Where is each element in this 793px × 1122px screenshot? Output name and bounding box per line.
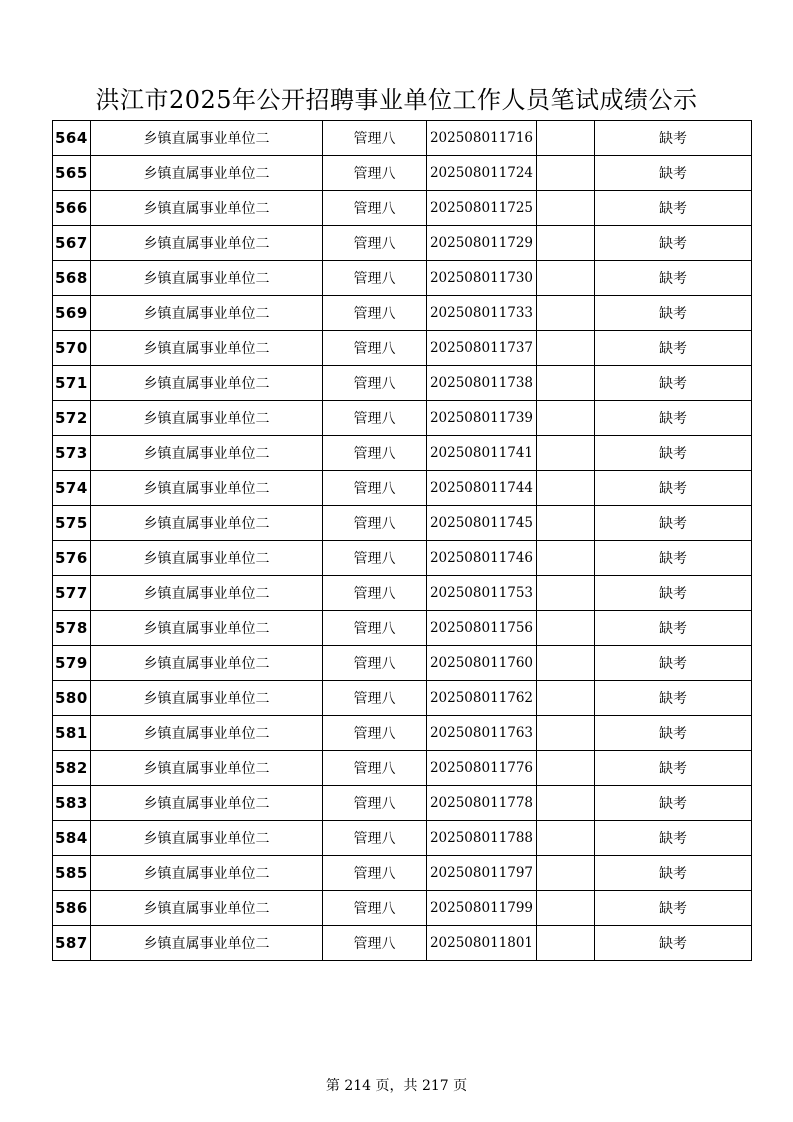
exam-number-cell: 202508011760	[427, 646, 537, 681]
seq-number-cell: 580	[53, 681, 91, 716]
unit-cell: 乡镇直属事业单位二	[91, 751, 323, 786]
exam-number-cell: 202508011744	[427, 471, 537, 506]
remark-cell: 缺考	[595, 856, 752, 891]
remark-cell: 缺考	[595, 681, 752, 716]
remark-cell: 缺考	[595, 611, 752, 646]
seq-number-cell: 585	[53, 856, 91, 891]
seq-number-cell: 564	[53, 121, 91, 156]
remark-cell: 缺考	[595, 541, 752, 576]
exam-number-cell: 202508011763	[427, 716, 537, 751]
position-cell: 管理八	[323, 506, 427, 541]
table-row	[53, 751, 752, 786]
unit-cell: 乡镇直属事业单位二	[91, 576, 323, 611]
table-row	[53, 786, 752, 821]
exam-number-cell: 202508011729	[427, 226, 537, 261]
unit-cell: 乡镇直属事业单位二	[91, 226, 323, 261]
exam-number-cell: 202508011746	[427, 541, 537, 576]
seq-number-cell: 570	[53, 331, 91, 366]
seq-number-cell: 571	[53, 366, 91, 401]
seq-number-cell: 578	[53, 611, 91, 646]
remark-cell: 缺考	[595, 506, 752, 541]
remark-cell: 缺考	[595, 121, 752, 156]
score-cell	[537, 226, 595, 261]
score-cell	[537, 331, 595, 366]
score-cell	[537, 366, 595, 401]
position-cell: 管理八	[323, 541, 427, 576]
table-row	[53, 436, 752, 471]
seq-number-cell: 582	[53, 751, 91, 786]
unit-cell: 乡镇直属事业单位二	[91, 366, 323, 401]
unit-cell: 乡镇直属事业单位二	[91, 296, 323, 331]
table-row	[53, 366, 752, 401]
remark-cell: 缺考	[595, 821, 752, 856]
seq-number-cell: 584	[53, 821, 91, 856]
unit-cell: 乡镇直属事业单位二	[91, 331, 323, 366]
seq-number-cell: 583	[53, 786, 91, 821]
remark-cell: 缺考	[595, 296, 752, 331]
position-cell: 管理八	[323, 436, 427, 471]
position-cell: 管理八	[323, 191, 427, 226]
exam-number-cell: 202508011801	[427, 926, 537, 961]
table-row	[53, 541, 752, 576]
exam-number-cell: 202508011799	[427, 891, 537, 926]
seq-number-cell: 577	[53, 576, 91, 611]
unit-cell: 乡镇直属事业单位二	[91, 716, 323, 751]
position-cell: 管理八	[323, 261, 427, 296]
remark-cell: 缺考	[595, 471, 752, 506]
exam-number-cell: 202508011737	[427, 331, 537, 366]
seq-number-cell: 573	[53, 436, 91, 471]
seq-number-cell: 569	[53, 296, 91, 331]
table-row	[53, 226, 752, 261]
table-row	[53, 506, 752, 541]
unit-cell: 乡镇直属事业单位二	[91, 541, 323, 576]
unit-cell: 乡镇直属事业单位二	[91, 856, 323, 891]
seq-number-cell: 572	[53, 401, 91, 436]
unit-cell: 乡镇直属事业单位二	[91, 611, 323, 646]
position-cell: 管理八	[323, 366, 427, 401]
score-cell	[537, 296, 595, 331]
exam-number-cell: 202508011716	[427, 121, 537, 156]
unit-cell: 乡镇直属事业单位二	[91, 681, 323, 716]
table-row	[53, 296, 752, 331]
unit-cell: 乡镇直属事业单位二	[91, 786, 323, 821]
remark-cell: 缺考	[595, 751, 752, 786]
seq-number-cell: 565	[53, 156, 91, 191]
unit-cell: 乡镇直属事业单位二	[91, 506, 323, 541]
remark-cell: 缺考	[595, 891, 752, 926]
score-cell	[537, 891, 595, 926]
score-cell	[537, 786, 595, 821]
position-cell: 管理八	[323, 891, 427, 926]
exam-number-cell: 202508011788	[427, 821, 537, 856]
exam-number-cell: 202508011739	[427, 401, 537, 436]
remark-cell: 缺考	[595, 261, 752, 296]
table-row	[53, 471, 752, 506]
table-row	[53, 156, 752, 191]
remark-cell: 缺考	[595, 401, 752, 436]
exam-number-cell: 202508011756	[427, 611, 537, 646]
table-row	[53, 331, 752, 366]
exam-number-cell: 202508011741	[427, 436, 537, 471]
exam-number-cell: 202508011778	[427, 786, 537, 821]
position-cell: 管理八	[323, 856, 427, 891]
remark-cell: 缺考	[595, 436, 752, 471]
table-row	[53, 681, 752, 716]
exam-number-cell: 202508011733	[427, 296, 537, 331]
position-cell: 管理八	[323, 401, 427, 436]
seq-number-cell: 568	[53, 261, 91, 296]
score-cell	[537, 646, 595, 681]
remark-cell: 缺考	[595, 646, 752, 681]
table-row	[53, 856, 752, 891]
score-cell	[537, 436, 595, 471]
position-cell: 管理八	[323, 646, 427, 681]
seq-number-cell: 579	[53, 646, 91, 681]
table-row	[53, 401, 752, 436]
exam-number-cell: 202508011724	[427, 156, 537, 191]
remark-cell: 缺考	[595, 156, 752, 191]
unit-cell: 乡镇直属事业单位二	[91, 156, 323, 191]
seq-number-cell: 574	[53, 471, 91, 506]
score-cell	[537, 541, 595, 576]
score-cell	[537, 156, 595, 191]
position-cell: 管理八	[323, 156, 427, 191]
position-cell: 管理八	[323, 751, 427, 786]
remark-cell: 缺考	[595, 226, 752, 261]
score-cell	[537, 261, 595, 296]
unit-cell: 乡镇直属事业单位二	[91, 891, 323, 926]
exam-number-cell: 202508011776	[427, 751, 537, 786]
score-cell	[537, 401, 595, 436]
exam-number-cell: 202508011725	[427, 191, 537, 226]
unit-cell: 乡镇直属事业单位二	[91, 926, 323, 961]
exam-number-cell: 202508011762	[427, 681, 537, 716]
score-cell	[537, 681, 595, 716]
score-cell	[537, 716, 595, 751]
position-cell: 管理八	[323, 821, 427, 856]
score-cell	[537, 856, 595, 891]
position-cell: 管理八	[323, 226, 427, 261]
score-cell	[537, 506, 595, 541]
seq-number-cell: 581	[53, 716, 91, 751]
remark-cell: 缺考	[595, 926, 752, 961]
table-row	[53, 191, 752, 226]
table-row	[53, 576, 752, 611]
position-cell: 管理八	[323, 716, 427, 751]
results-table	[52, 120, 752, 961]
seq-number-cell: 566	[53, 191, 91, 226]
position-cell: 管理八	[323, 786, 427, 821]
table-row	[53, 121, 752, 156]
page-number-footer: 第 214 页，共 217 页	[325, 1078, 468, 1094]
position-cell: 管理八	[323, 471, 427, 506]
remark-cell: 缺考	[595, 331, 752, 366]
unit-cell: 乡镇直属事业单位二	[91, 646, 323, 681]
seq-number-cell: 576	[53, 541, 91, 576]
score-cell	[537, 926, 595, 961]
remark-cell: 缺考	[595, 576, 752, 611]
results-table-body	[53, 121, 752, 961]
table-row	[53, 891, 752, 926]
score-cell	[537, 751, 595, 786]
remark-cell: 缺考	[595, 716, 752, 751]
position-cell: 管理八	[323, 576, 427, 611]
score-cell	[537, 191, 595, 226]
exam-number-cell: 202508011797	[427, 856, 537, 891]
unit-cell: 乡镇直属事业单位二	[91, 821, 323, 856]
exam-number-cell: 202508011730	[427, 261, 537, 296]
remark-cell: 缺考	[595, 191, 752, 226]
unit-cell: 乡镇直属事业单位二	[91, 401, 323, 436]
score-cell	[537, 611, 595, 646]
table-row	[53, 926, 752, 961]
position-cell: 管理八	[323, 926, 427, 961]
table-row	[53, 261, 752, 296]
seq-number-cell: 575	[53, 506, 91, 541]
position-cell: 管理八	[323, 681, 427, 716]
table-row	[53, 821, 752, 856]
remark-cell: 缺考	[595, 786, 752, 821]
seq-number-cell: 567	[53, 226, 91, 261]
position-cell: 管理八	[323, 331, 427, 366]
position-cell: 管理八	[323, 121, 427, 156]
seq-number-cell: 586	[53, 891, 91, 926]
unit-cell: 乡镇直属事业单位二	[91, 471, 323, 506]
position-cell: 管理八	[323, 611, 427, 646]
table-row	[53, 611, 752, 646]
score-cell	[537, 576, 595, 611]
position-cell: 管理八	[323, 296, 427, 331]
exam-number-cell: 202508011753	[427, 576, 537, 611]
exam-number-cell: 202508011745	[427, 506, 537, 541]
score-cell	[537, 121, 595, 156]
remark-cell: 缺考	[595, 366, 752, 401]
seq-number-cell: 587	[53, 926, 91, 961]
table-row	[53, 716, 752, 751]
table-row	[53, 646, 752, 681]
score-cell	[537, 821, 595, 856]
unit-cell: 乡镇直属事业单位二	[91, 436, 323, 471]
page-title: 洪江市2025年公开招聘事业单位工作人员笔试成绩公示	[95, 86, 698, 114]
unit-cell: 乡镇直属事业单位二	[91, 121, 323, 156]
unit-cell: 乡镇直属事业单位二	[91, 191, 323, 226]
score-cell	[537, 471, 595, 506]
unit-cell: 乡镇直属事业单位二	[91, 261, 323, 296]
exam-number-cell: 202508011738	[427, 366, 537, 401]
